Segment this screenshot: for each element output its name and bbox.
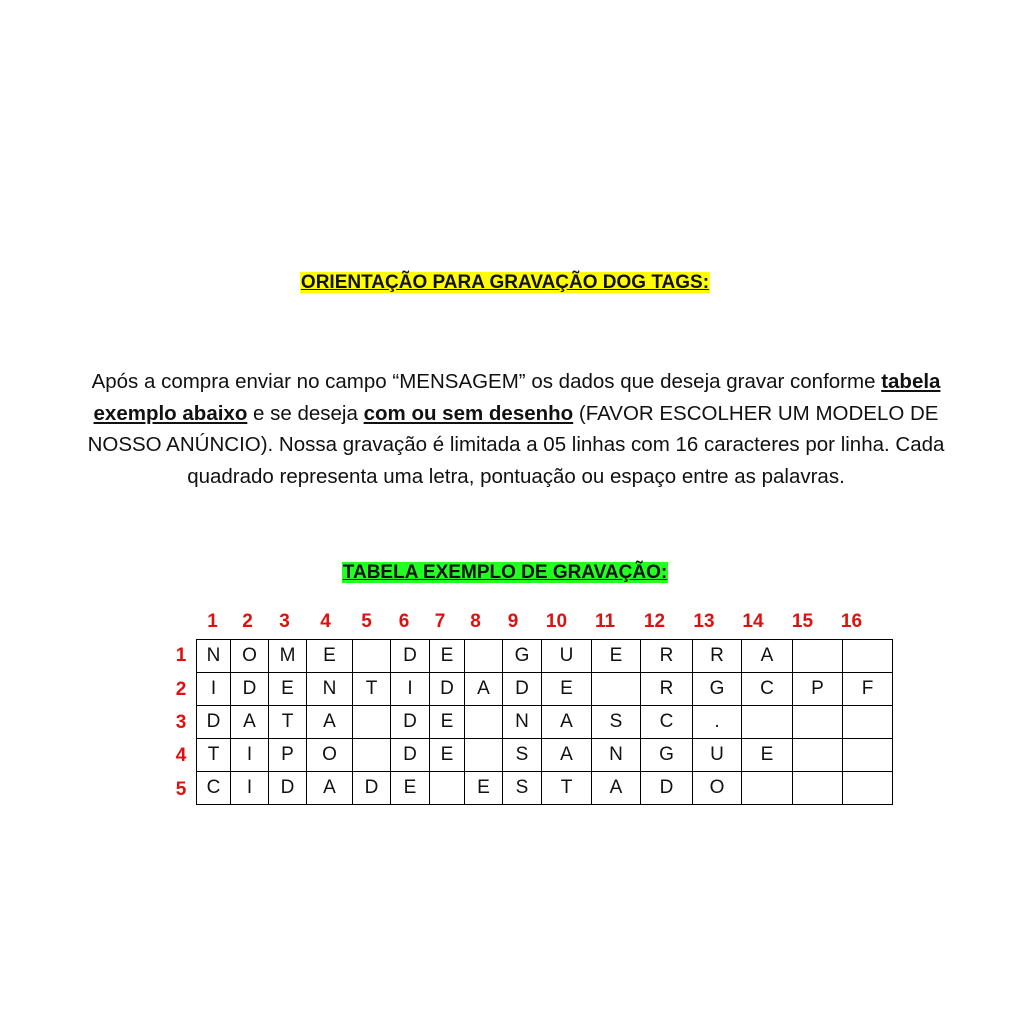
grid-cell: E (592, 640, 641, 673)
grid-cell: N (307, 673, 353, 706)
grid-cell: C (197, 772, 231, 805)
grid-cell: E (542, 673, 592, 706)
grid-cell (793, 772, 843, 805)
grid-cell: R (641, 673, 693, 706)
row-number: 3 (175, 712, 187, 733)
grid-cell: A (307, 706, 353, 739)
grid-cell: U (693, 739, 742, 772)
row-number: 1 (175, 645, 187, 666)
column-number: 15 (791, 611, 814, 632)
grid-cell (465, 739, 503, 772)
grid-cell (430, 772, 465, 805)
grid-cell: N (503, 706, 542, 739)
grid-cell: T (269, 706, 307, 739)
column-number: 2 (242, 611, 253, 632)
column-number: 4 (320, 611, 331, 632)
grid-cell (843, 706, 893, 739)
grid-cell: D (353, 772, 391, 805)
table-title (0, 560, 1010, 586)
grid-cell: R (641, 640, 693, 673)
column-number: 1 (207, 611, 218, 632)
column-number: 9 (507, 611, 519, 632)
grid-cell: E (465, 772, 503, 805)
grid-cell (793, 739, 843, 772)
row-number: 2 (175, 679, 187, 700)
grid-cell (353, 640, 391, 673)
instructions-emphasis-table: tabela exemplo abaixo (93, 370, 941, 425)
page-title-text: ORIENTAÇÃO PARA GRAVAÇÃO DOG TAGS: (300, 272, 710, 293)
engraving-grid (196, 639, 893, 805)
grid-cell: R (693, 640, 742, 673)
column-number: 14 (742, 611, 764, 632)
grid-cell: N (197, 640, 231, 673)
grid-cell: D (391, 706, 430, 739)
grid-cell: I (391, 673, 430, 706)
grid-cell (843, 739, 893, 772)
grid-cell: E (430, 739, 465, 772)
column-number: 16 (840, 611, 863, 632)
grid-row (197, 706, 893, 739)
grid-cell: D (391, 739, 430, 772)
grid-cell: D (231, 673, 269, 706)
grid-cell: I (197, 673, 231, 706)
grid-cell: T (542, 772, 592, 805)
row-number: 4 (175, 745, 187, 766)
grid-cell: S (592, 706, 641, 739)
grid-cell: A (465, 673, 503, 706)
grid-cell: N (592, 739, 641, 772)
instructions-text-1: Após a compra enviar no campo “MENSAGEM” os dados que deseja gravar conforme (91, 370, 882, 393)
grid-cell: E (742, 739, 793, 772)
grid-cell: I (231, 739, 269, 772)
grid-cell (465, 706, 503, 739)
grid-cell: C (641, 706, 693, 739)
table-title-text: TABELA EXEMPLO DE GRAVAÇÃO: (342, 562, 668, 583)
grid-cell (793, 640, 843, 673)
grid-cell: T (353, 673, 391, 706)
grid-row (197, 640, 893, 673)
grid-cell (793, 706, 843, 739)
grid-cell: A (307, 772, 353, 805)
grid-cell: E (430, 640, 465, 673)
grid-row (197, 739, 893, 772)
grid-cell: G (503, 640, 542, 673)
grid-cell (592, 673, 641, 706)
grid-cell: E (430, 706, 465, 739)
grid-cell: D (391, 640, 430, 673)
grid-cell: U (542, 640, 592, 673)
grid-cell: P (269, 739, 307, 772)
column-number: 8 (470, 611, 481, 632)
grid-cell: G (641, 739, 693, 772)
grid-cell (843, 640, 893, 673)
grid-cell: E (391, 772, 430, 805)
grid-cell: A (542, 739, 592, 772)
grid-cell: A (592, 772, 641, 805)
column-number: 12 (643, 611, 666, 632)
grid-cell: O (307, 739, 353, 772)
grid-cell: O (693, 772, 742, 805)
column-number: 5 (361, 611, 372, 632)
column-number: 6 (398, 611, 410, 632)
grid-cell: G (693, 673, 742, 706)
grid-cell: I (231, 772, 269, 805)
grid-cell: E (307, 640, 353, 673)
column-number: 10 (545, 611, 568, 632)
grid-cell (843, 772, 893, 805)
grid-cell: E (269, 673, 307, 706)
grid-cell: A (231, 706, 269, 739)
grid-cell (742, 706, 793, 739)
grid-cell: S (503, 772, 542, 805)
instructions-emphasis-drawing: com ou sem desenho (363, 401, 574, 425)
grid-cell: S (503, 739, 542, 772)
grid-cell: M (269, 640, 307, 673)
grid-cell: D (197, 706, 231, 739)
grid-cell: D (430, 673, 465, 706)
grid-cell (353, 706, 391, 739)
grid-cell: D (503, 673, 542, 706)
instructions-paragraph (54, 366, 978, 492)
column-number: 7 (434, 611, 446, 632)
column-number: 11 (594, 611, 616, 632)
grid-row (197, 673, 893, 706)
column-number: 13 (693, 611, 715, 632)
grid-cell: A (742, 640, 793, 673)
grid-cell: T (197, 739, 231, 772)
grid-cell: D (269, 772, 307, 805)
page-title (0, 270, 1010, 296)
grid-cell: C (742, 673, 793, 706)
instructions-text-2: e se deseja (247, 401, 364, 425)
grid-cell: D (641, 772, 693, 805)
grid-cell (353, 739, 391, 772)
grid-cell: F (843, 673, 893, 706)
grid-row (197, 772, 893, 805)
grid-cell: A (542, 706, 592, 739)
grid-cell: . (693, 706, 742, 739)
row-number: 5 (175, 779, 187, 800)
grid-cell: P (793, 673, 843, 706)
grid-cell: O (231, 640, 269, 673)
grid-cell (742, 772, 793, 805)
grid-cell (465, 640, 503, 673)
instructions-text-3: (FAVOR ESCOLHER UM MODELO DE NOSSO ANÚNCIO). Nossa gravação é limitada a 05 linhas com 16 caracteres por linha. Cada quadrado representa uma letra, pontuação ou espaço entre as palavras. (87, 401, 945, 488)
column-number: 3 (279, 611, 290, 632)
